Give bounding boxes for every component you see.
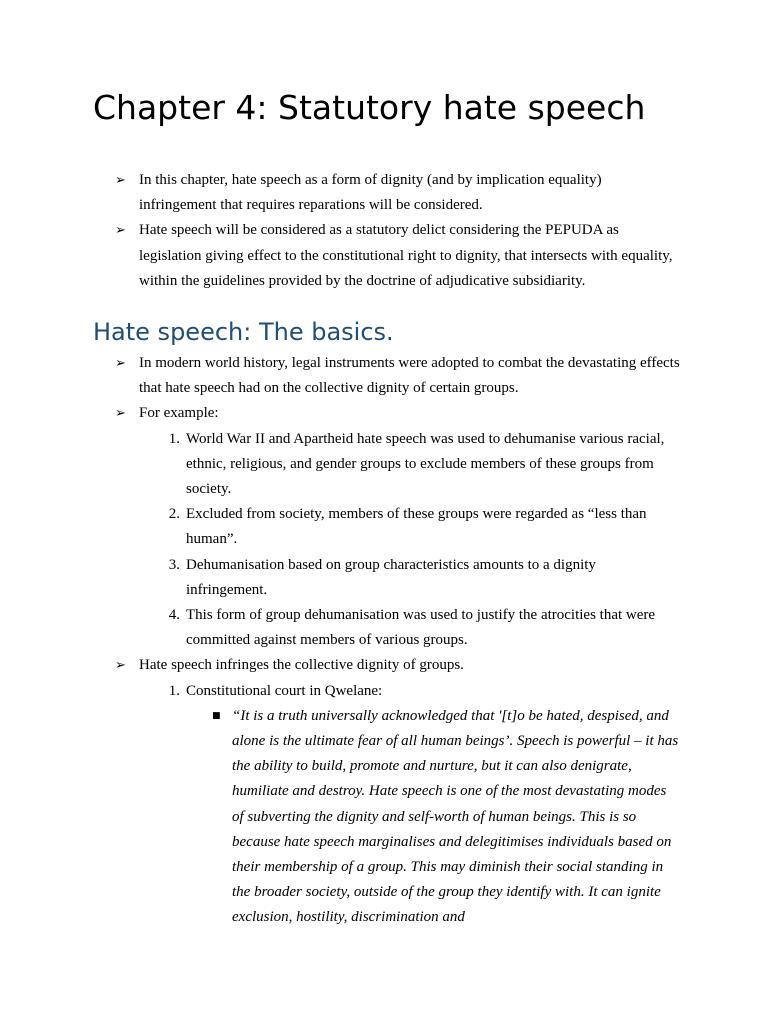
list-number: 2. [168,506,180,523]
list-item-text: Dehumanisation based on group characteristics amounts to a dignity infringement. [186,556,596,598]
list-number: 3. [168,556,180,573]
section-bullet-3 [115,653,680,678]
section-bullet-1 [115,351,680,401]
list-item-text: World War II and Apartheid hate speech was used to dehumanise various racial, ethnic, religious, and gender groups to exclude members of these groups from society. [186,430,665,498]
section-bullet-text: In modern world history, legal instruments were adopted to combat the devastating effects that hate speech had on the collective dignity of certain groups. [139,355,680,397]
list-number: 1. [168,430,180,447]
list-number: 1. [168,682,180,699]
collective-numbered-list [115,679,680,931]
intro-bullet-text: In this chapter, hate speech as a form of dignity (and by implication equality) infringement that requires reparations will be considered. [139,172,602,214]
list-item-text: Excluded from society, members of these groups were regarded as “less than human”. [186,506,647,548]
intro-bullet-list [115,168,675,294]
arrow-bullet-icon: ➢ [115,406,126,422]
list-item [162,603,680,653]
list-item [162,427,680,503]
list-number: 4. [168,607,180,624]
quote-list [162,704,680,931]
intro-bullet-text: Hate speech will be considered as a statutory delict considering the PEPUDA as legislation giving effect to the constitutional right to dignity, that intersects with equality, within the guidelines provided by the doctrine of adjudicative subsidiarity. [139,222,673,289]
arrow-bullet-icon: ➢ [115,173,126,188]
list-item [162,502,680,552]
intro-bullet-1 [115,168,675,218]
section-bullet-2 [115,401,680,426]
section-bullet-list [115,351,680,931]
section-bullet-text: Hate speech infringes the collective dignity of groups. [139,657,464,674]
chapter-title: Chapter 4: Statutory hate speech [93,88,646,127]
list-item [162,679,680,704]
arrow-bullet-icon: ➢ [115,658,126,674]
quote-item [208,704,680,931]
list-item [162,553,680,603]
arrow-bullet-icon: ➢ [115,356,126,371]
intro-bullet-2 [115,218,675,294]
qwelane-quote-text: “It is a truth universally acknowledged that '[t]o be hated, despised, and alone is the ultimate fear of all human beings’. Speech is powerful – it has the ability to build, promote and nurture, but it can also denigrate, humiliate and destroy. Hate speech is one of the most devastating modes of subverting the dignity and self-worth of human beings. This is so because hate speech marginalises and delegitimises individuals based on their membership of a group. This may diminish their social standing in the broader society, outside of the group they identify with. It can ignite exclusion, hostility, discrimination and [232,707,679,926]
arrow-bullet-icon: ➢ [115,223,126,239]
list-item-text: This form of group dehumanisation was used to justify the atrocities that were committed against members of various groups. [186,607,656,649]
section-heading: Hate speech: The basics. [93,318,394,346]
example-numbered-list [115,427,680,654]
list-item-text: Constitutional court in Qwelane: [186,682,383,699]
square-bullet-icon: ■ [212,710,221,721]
section-bullet-text: For example: [139,405,219,422]
